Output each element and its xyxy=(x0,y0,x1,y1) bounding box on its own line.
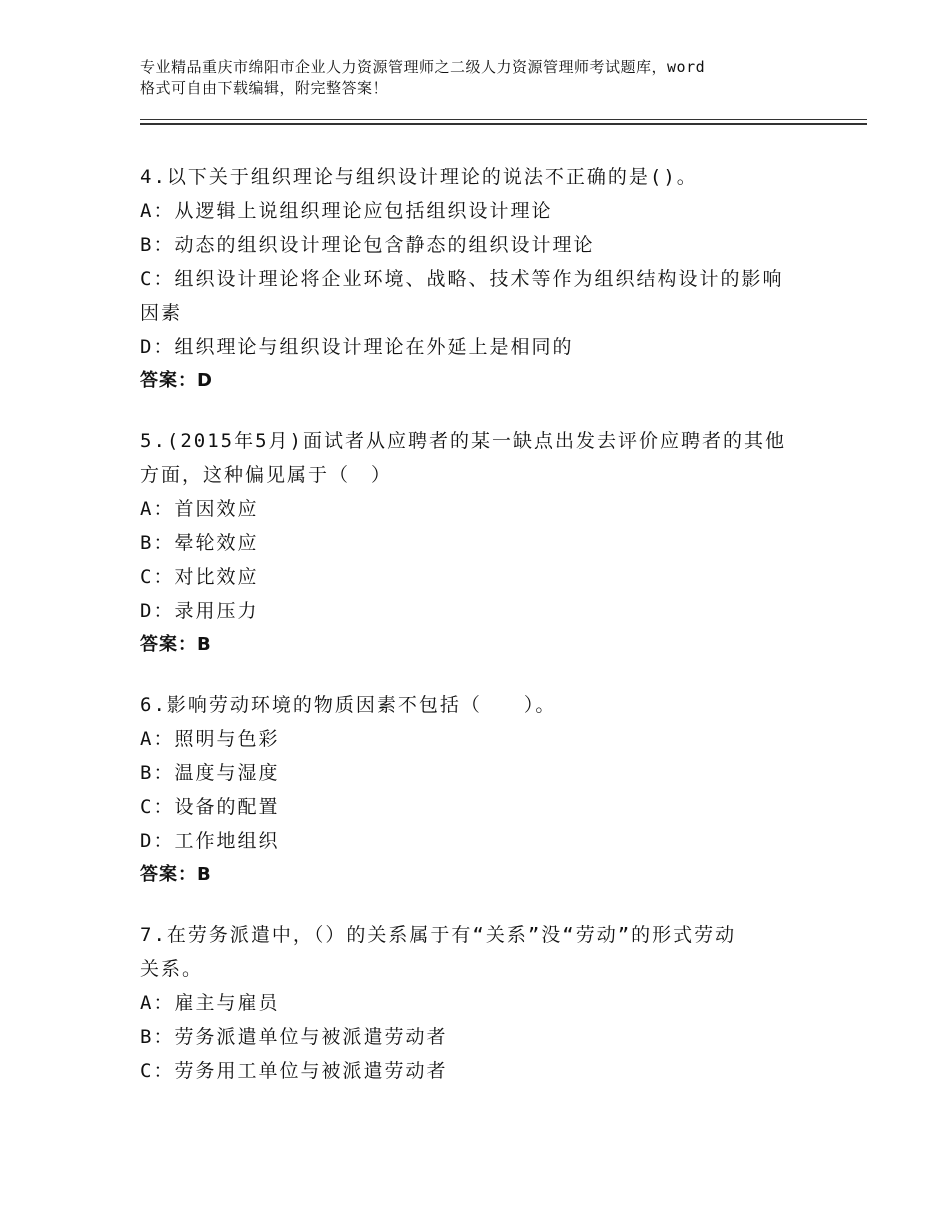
question-block xyxy=(140,688,820,892)
question-stem: 6.影响劳动环境的物质因素不包括（ ）。 xyxy=(140,694,557,716)
answer-option: C：设备的配置 xyxy=(140,796,280,818)
question-block xyxy=(140,424,820,662)
answer-option: B：温度与湿度 xyxy=(140,762,280,784)
answer-option: C：组织设计理论将企业环境、战略、技术等作为组织结构设计的影响 xyxy=(140,268,784,290)
header-line-1: 专业精品重庆市绵阳市企业人力资源管理师之二级人力资源管理师考试题库，word xyxy=(140,58,706,76)
answer-key: 答案：B xyxy=(140,634,212,655)
header-line-2: 格式可自由下载编辑，附完整答案！ xyxy=(140,79,389,97)
question-stem: 方面，这种偏见属于（ ） xyxy=(140,464,393,486)
question-stem: 5.(2015年5月)面试者从应聘者的某一缺点出发去评价应聘者的其他 xyxy=(140,430,786,452)
answer-option: D：组织理论与组织设计理论在外延上是相同的 xyxy=(140,336,574,358)
answer-option: B：晕轮效应 xyxy=(140,532,259,554)
answer-option: B：劳务派遣单位与被派遣劳动者 xyxy=(140,1026,448,1048)
question-stem: 关系。 xyxy=(140,958,204,980)
question-stem: 7.在劳务派遣中，（）的关系属于有“关系”没“劳动”的形式劳动 xyxy=(140,924,737,946)
answer-option: A：雇主与雇员 xyxy=(140,992,280,1014)
header-divider-thin xyxy=(140,119,867,120)
answer-key: 答案：B xyxy=(140,864,212,885)
answer-option: D：工作地组织 xyxy=(140,830,280,852)
question-stem: 4.以下关于组织理论与组织设计理论的说法不正确的是()。 xyxy=(140,166,698,188)
answer-key: 答案：D xyxy=(140,370,213,391)
answer-option: 因素 xyxy=(140,302,183,324)
question-block xyxy=(140,160,820,398)
answer-option: B：动态的组织设计理论包含静态的组织设计理论 xyxy=(140,234,595,256)
answer-option: A：从逻辑上说组织理论应包括组织设计理论 xyxy=(140,200,553,222)
answer-option: D：录用压力 xyxy=(140,600,259,622)
question-list xyxy=(140,160,820,1114)
header-divider-thick xyxy=(140,123,867,125)
question-block xyxy=(140,918,820,1088)
answer-option: C：对比效应 xyxy=(140,566,259,588)
answer-option: C：劳务用工单位与被派遣劳动者 xyxy=(140,1060,448,1082)
page-header xyxy=(140,57,860,99)
answer-option: A：首因效应 xyxy=(140,498,259,520)
answer-option: A：照明与色彩 xyxy=(140,728,280,750)
